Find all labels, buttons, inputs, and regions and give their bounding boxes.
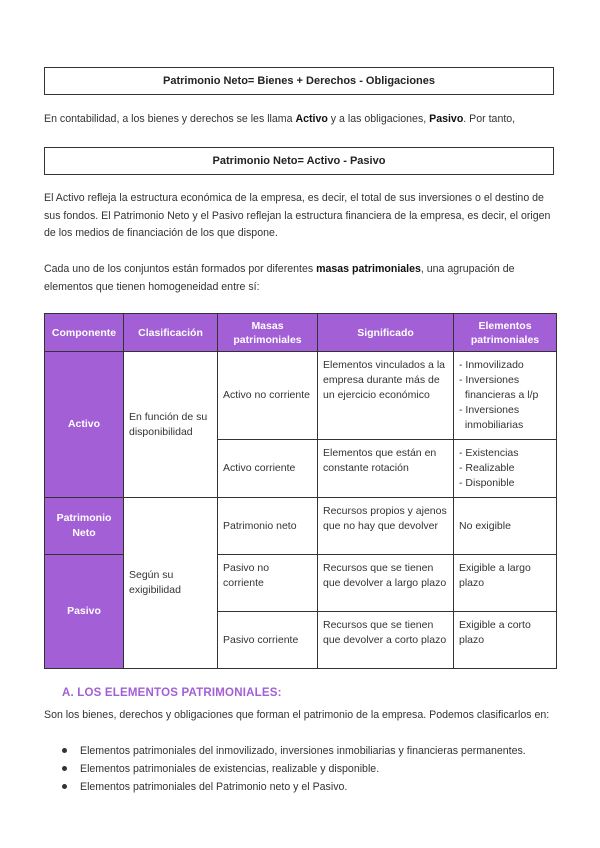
masas-bold: masas patrimoniales: [316, 263, 421, 275]
bullet-list: [62, 742, 526, 796]
significado-cell: Recursos que se tienen que devolver a largo plazo: [318, 555, 454, 612]
clasificacion-pn-pasivo: Según su exigibilidad: [124, 498, 218, 669]
elemento-item: financieras a l/p: [459, 389, 539, 401]
bullet-icon: [62, 748, 67, 753]
elemento-item: - Existencias: [459, 447, 519, 459]
significado-cell: Elementos vinculados a la empresa durante más de un ejercicio económico: [318, 352, 454, 440]
elemento-item: - Realizable: [459, 462, 515, 474]
masas-paragraph: [44, 261, 556, 296]
significado-cell: Recursos propios y ajenos que no hay que devolver: [318, 498, 454, 555]
elementos-cell: [454, 440, 557, 498]
intro-text: y a las obligaciones,: [327, 113, 430, 125]
header-masas: Masas patrimoniales: [218, 314, 318, 352]
component-activo: Activo: [45, 352, 124, 498]
intro-text: . Por tanto,: [463, 113, 516, 125]
component-patrimonio-neto: Patrimonio Neto: [45, 498, 124, 555]
significado-cell: Elementos que están en constante rotación: [318, 440, 454, 498]
list-item-text: Elementos patrimoniales de existencias, realizable y disponible.: [80, 763, 380, 775]
elemento-item: - Disponible: [459, 477, 515, 489]
masa-cell: Activo corriente: [218, 440, 318, 498]
elementos-cell: [454, 352, 557, 440]
table-row: [45, 352, 557, 440]
elementos-paragraph: Son los bienes, derechos y obligaciones que forman el patrimonio de la empresa. Podemos clasificarlos en:: [44, 709, 550, 721]
bullet-icon: [62, 784, 67, 789]
header-componente: Componente: [45, 314, 124, 352]
significado-cell: Recursos que se tienen que devolver a corto plazo: [318, 612, 454, 669]
table-row: [45, 555, 557, 612]
elemento-item: - Inmovilizado: [459, 359, 524, 371]
formula-text: Patrimonio Neto= Activo - Pasivo: [212, 155, 386, 167]
component-pasivo: Pasivo: [45, 555, 124, 669]
intro-paragraph: [44, 111, 556, 129]
intro-text: En contabilidad, a los bienes y derechos se les llama: [44, 113, 296, 125]
masas-text: , una agrupación de elementos que tienen homogeneidad entre sí:: [44, 263, 515, 293]
masa-cell: Activo no corriente: [218, 352, 318, 440]
structure-paragraph: El Activo refleja la estructura económica de la empresa, es decir, el total de sus inversiones o el destino de sus fondos. El Patrimonio Neto y el Pasivo reflejan la estructura financiera de la empresa, es decir, el origen de los medios de financiación de los que dispone.: [44, 192, 551, 239]
elemento-item: - Inversiones: [459, 374, 520, 386]
section-title: A. LOS ELEMENTOS PATRIMONIALES:: [62, 687, 282, 699]
header-clasificacion: Clasificación: [124, 314, 218, 352]
elementos-cell: No exigible: [454, 498, 557, 555]
table-row: [45, 498, 557, 555]
list-item-text: Elementos patrimoniales del Patrimonio neto y el Pasivo.: [80, 781, 348, 793]
list-item: [62, 742, 526, 760]
list-item: [62, 778, 526, 796]
header-elementos: Elementos patrimoniales: [454, 314, 557, 352]
masa-cell: Pasivo no corriente: [218, 555, 318, 612]
elementos-cell: Exigible a largo plazo: [454, 555, 557, 612]
intro-activo: Activo: [295, 113, 328, 125]
masas-text: Cada uno de los conjuntos están formados por diferentes: [44, 263, 317, 275]
elementos-cell: Exigible a corto plazo: [454, 612, 557, 669]
patrimonial-table: [44, 313, 557, 669]
formula-box-patrimonio: [44, 67, 554, 95]
header-significado: Significado: [318, 314, 454, 352]
masa-cell: Patrimonio neto: [218, 498, 318, 555]
clasificacion-activo: En función de su disponibilidad: [124, 352, 218, 498]
formula-text: Patrimonio Neto= Bienes + Derechos - Obligaciones: [162, 75, 436, 87]
elemento-item: inmobiliarias: [459, 419, 524, 431]
elemento-item: - Inversiones: [459, 404, 520, 416]
formula-box-activo-pasivo: [44, 147, 554, 175]
list-item-text: Elementos patrimoniales del inmovilizado, inversiones inmobiliarias y financieras permanentes.: [80, 745, 526, 757]
masa-cell: Pasivo corriente: [218, 612, 318, 669]
table-header-row: [45, 314, 557, 352]
intro-pasivo: Pasivo: [429, 113, 464, 125]
list-item: [62, 760, 526, 778]
bullet-icon: [62, 766, 67, 771]
